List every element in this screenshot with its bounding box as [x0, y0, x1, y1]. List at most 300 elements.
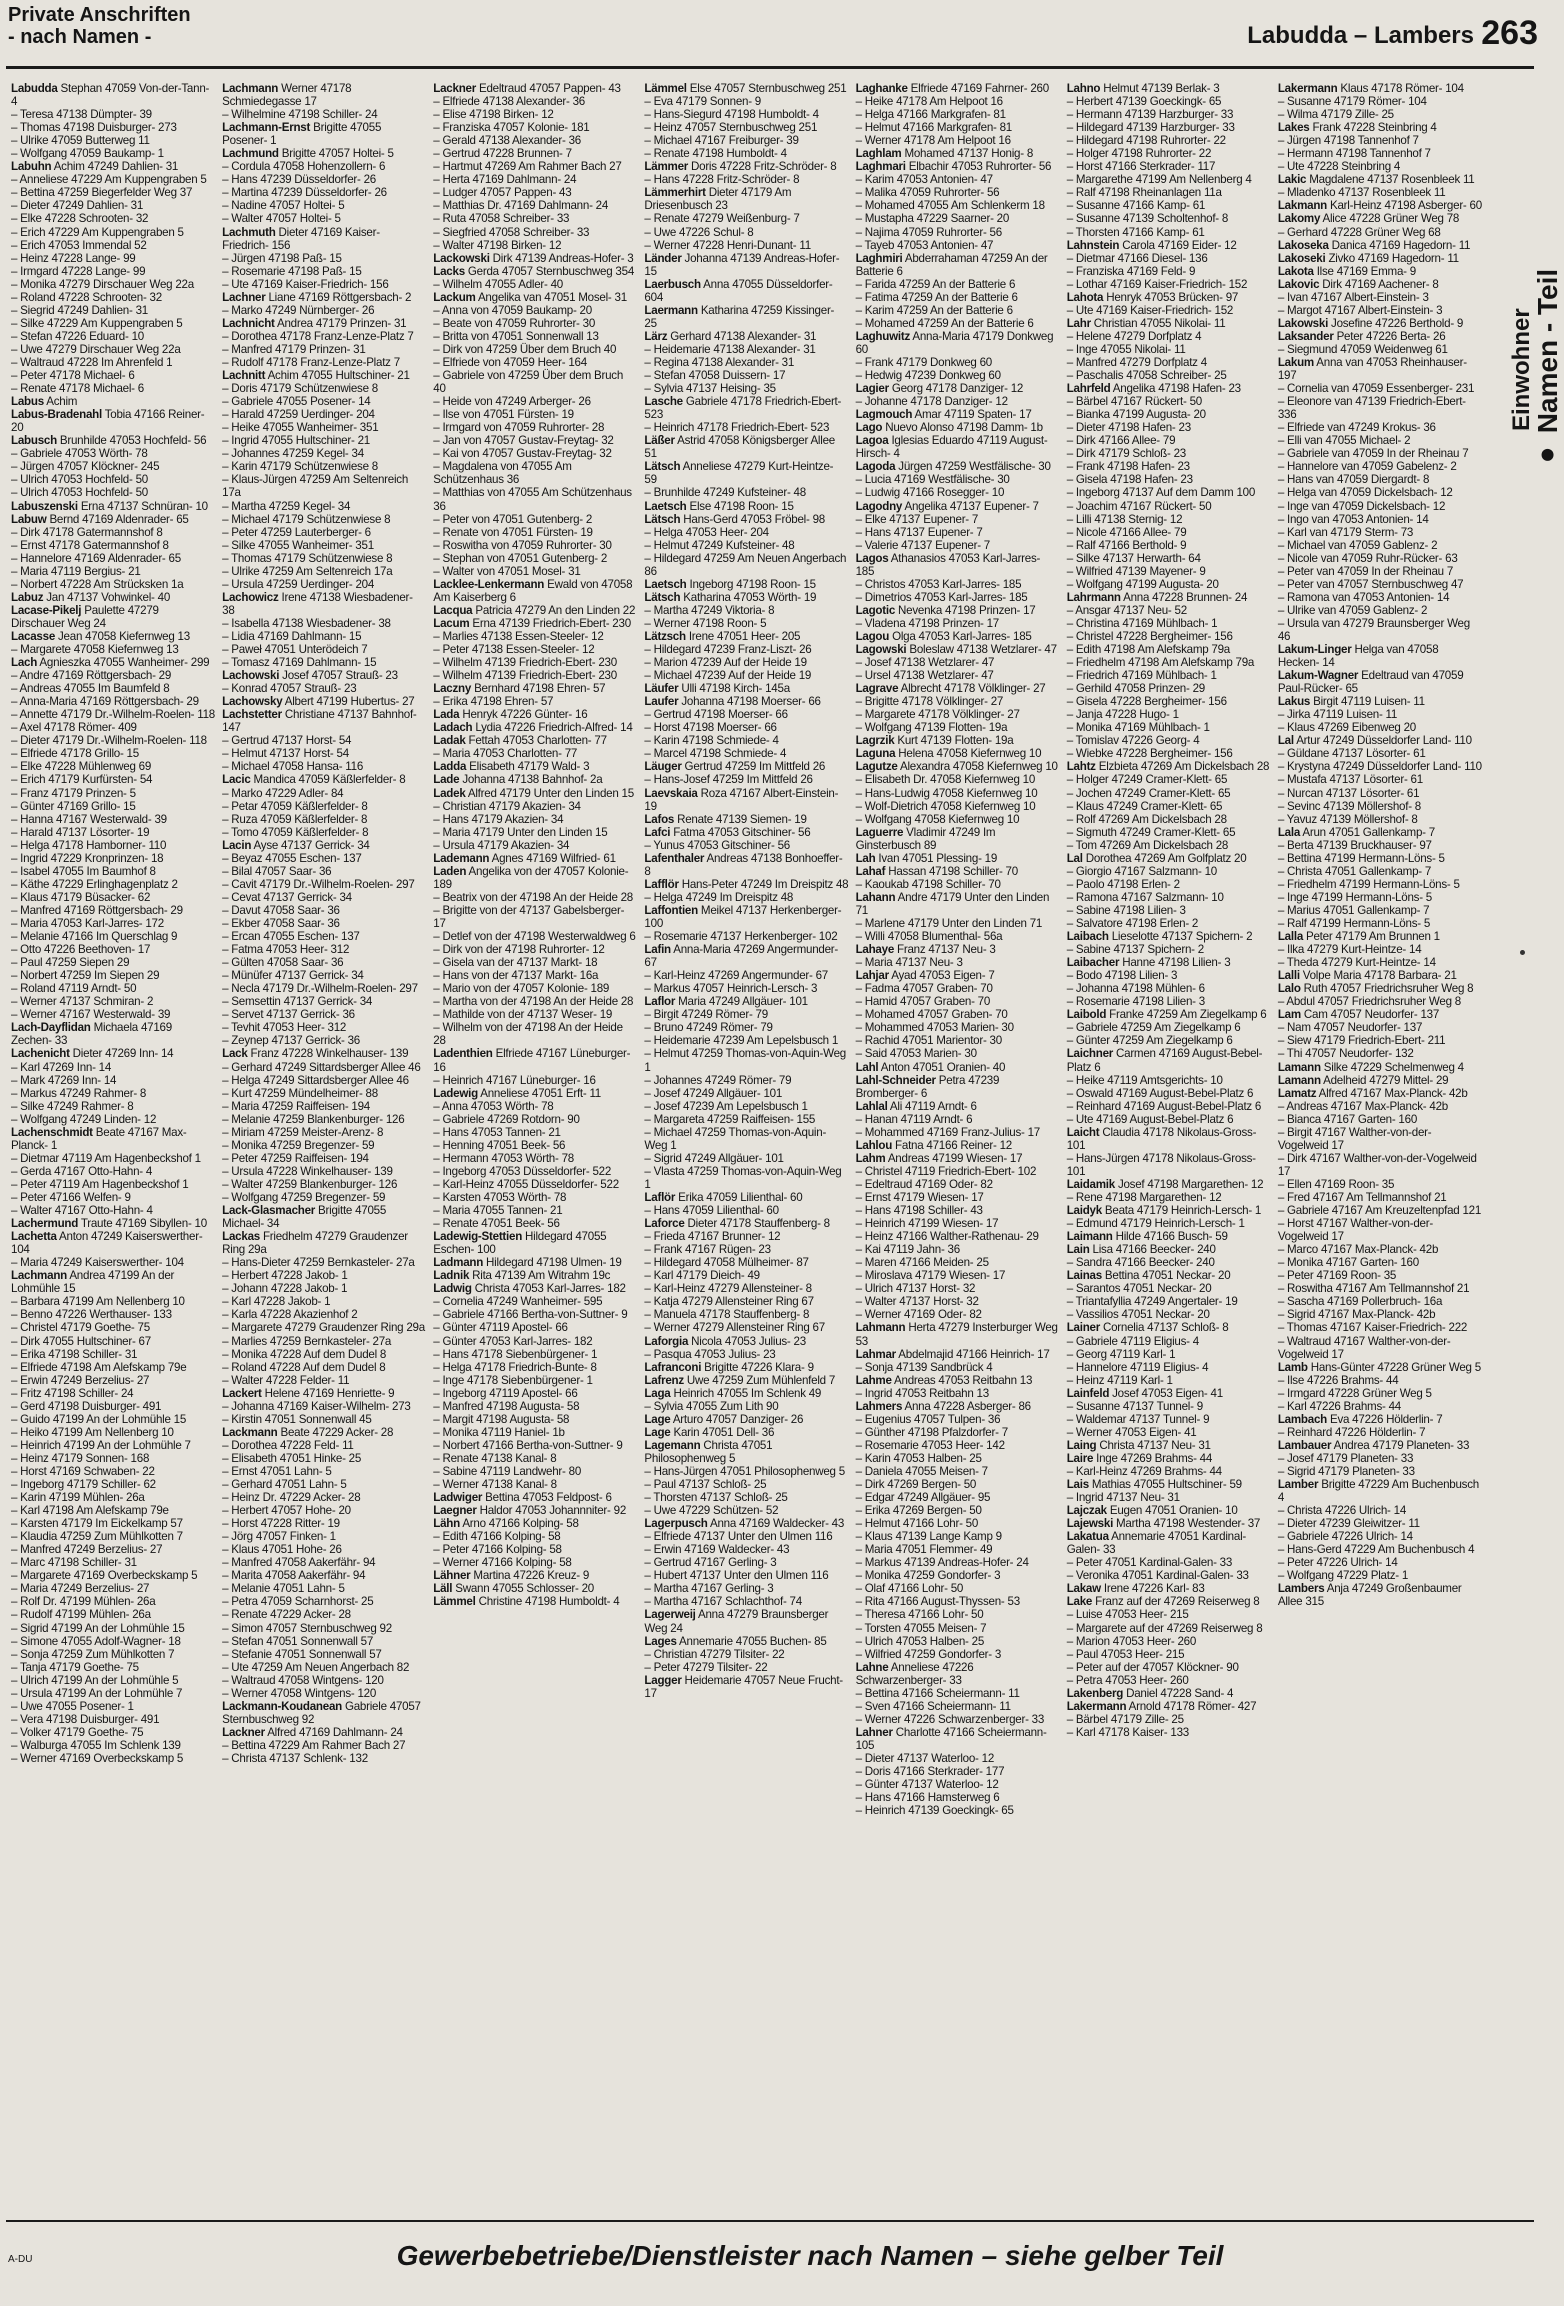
directory-entry	[11, 395, 215, 408]
entry-details: – Simon 47057 Sternbuschweg 92	[222, 1621, 392, 1635]
entry-surname: Lakermann	[1066, 1699, 1127, 1713]
directory-entry	[644, 1569, 848, 1582]
directory-entry	[644, 134, 848, 147]
directory-entry	[856, 1230, 1060, 1243]
directory-entry	[433, 800, 637, 813]
entry-details: – Mladenko 47137 Rosenbleek 11	[1277, 186, 1446, 200]
entry-surname: Laegner	[433, 1504, 477, 1518]
entry-details: – Maria 47259 Raiffeisen- 194	[222, 1099, 371, 1113]
entry-details: – Klaus 47249 Cramer-Klett- 65	[1066, 799, 1223, 813]
directory-entry	[1067, 1530, 1271, 1556]
directory-entry	[1278, 252, 1482, 265]
directory-entry	[433, 369, 637, 395]
directory-entry	[856, 1804, 1060, 1817]
entry-details: – Walter 47057 Holtei- 5	[222, 212, 341, 226]
directory-entry	[856, 252, 1060, 278]
entry-details: – Dieter 47198 Hafen- 23	[1066, 421, 1191, 435]
directory-entry	[433, 734, 637, 747]
entry-details: Rita 47139 Am Witrahm 19c	[469, 1269, 611, 1283]
directory-entry	[433, 1413, 637, 1426]
entry-details: – Johannes 47259 Kegel- 34	[222, 447, 364, 461]
entry-details: – Ursula van 47279 Braunsberger Weg 46	[1277, 616, 1470, 643]
entry-details: Heidemarie 47057 Neue Frucht- 17	[644, 1673, 843, 1700]
entry-details: – Heidemarie 47138 Alexander- 31	[644, 342, 816, 356]
directory-entry	[644, 173, 848, 186]
entry-details: – Matthias von 47055 Am Schützenhaus 36	[433, 486, 632, 513]
directory-entry	[11, 995, 215, 1008]
directory-entry	[644, 160, 848, 173]
directory-entry	[1067, 656, 1271, 669]
directory-entry	[11, 1217, 215, 1230]
directory-entry	[433, 226, 637, 239]
directory-entry	[1278, 1556, 1482, 1569]
directory-entry	[11, 1074, 215, 1087]
entry-details: – Hans von der 47137 Markt- 16a	[433, 969, 599, 983]
entry-details: – Werner 47279 Allensteiner Ring 67	[644, 1321, 825, 1335]
directory-entry	[1278, 199, 1482, 212]
entry-details: Amar 47119 Spaten- 17	[912, 408, 1032, 422]
directory-entry	[433, 460, 637, 486]
entry-details: – Eugenius 47057 Tulpen- 36	[855, 1412, 1001, 1426]
directory-entry	[433, 1100, 637, 1113]
directory-entry	[433, 1008, 637, 1021]
entry-details: – Maria 47053 Charlotten- 77	[433, 747, 578, 761]
directory-entry	[1278, 1113, 1482, 1126]
entry-details: – Wilfried 47139 Mayener- 9	[1066, 564, 1206, 578]
directory-entry	[1067, 212, 1271, 225]
entry-details: Anna-Maria 47269 Angermunder- 67	[644, 943, 839, 970]
entry-details: – Heiko 47199 Am Nellenberg 10	[11, 1425, 174, 1439]
directory-entry	[644, 826, 848, 839]
entry-surname: Lamber	[1277, 1478, 1319, 1492]
entry-details: – Sarantos 47051 Neckar- 20	[1066, 1282, 1212, 1296]
directory-entry	[856, 865, 1060, 878]
entry-details: Carola 47169 Eider- 12	[1119, 238, 1237, 252]
entry-details: – Gerhard 47249 Sittardsberger Allee 46	[222, 1060, 421, 1074]
directory-entry	[644, 1582, 848, 1595]
directory-entry	[11, 317, 215, 330]
entry-details: – Maria 47053 Karl-Jarres- 172	[11, 917, 164, 930]
entry-details: Meikel 47137 Herkenberger- 100	[644, 903, 842, 930]
directory-entry	[644, 721, 848, 734]
directory-entry	[433, 1556, 637, 1569]
directory-entry	[222, 1139, 426, 1152]
directory-entry	[1278, 486, 1482, 499]
directory-entry	[1278, 1530, 1482, 1543]
entry-details: – Uwe 47279 Dirschauer Weg 22a	[11, 342, 181, 356]
directory-entry	[1278, 956, 1482, 969]
directory-entry	[644, 1335, 848, 1348]
entry-surname: Laden	[433, 864, 467, 878]
directory-entry	[433, 173, 637, 186]
directory-entry	[856, 539, 1060, 552]
entry-surname: Läufer	[644, 682, 679, 696]
entry-details: – Erich 47053 Immendal 52	[11, 238, 147, 252]
entry-details: – Gerda 47167 Otto-Hahn- 4	[11, 1164, 153, 1178]
entry-details: – Birgit 47249 Römer- 79	[644, 1008, 768, 1022]
directory-entry	[433, 108, 637, 121]
directory-entry	[222, 1452, 426, 1465]
entry-details: – Karin 47053 Halben- 25	[855, 1451, 982, 1465]
entry-details: – Günter 47119 Apostel- 66	[433, 1321, 568, 1335]
entry-details: – Gisela 47198 Hafen- 23	[1066, 473, 1193, 487]
entry-surname: Labuhn	[11, 160, 52, 174]
directory-entry	[1067, 1008, 1271, 1021]
directory-entry	[433, 1348, 637, 1361]
entry-details: Brigitte 47226 Klara- 9	[701, 1360, 814, 1374]
entry-details: – Gerhild 47058 Prinzen- 29	[1066, 682, 1205, 696]
entry-details: Daniel 47228 Sand- 4	[1123, 1686, 1234, 1700]
directory-entry	[1067, 1308, 1271, 1321]
directory-entry	[856, 721, 1060, 734]
directory-entry	[1278, 121, 1482, 134]
directory-entry	[222, 1517, 426, 1530]
entry-details: – Marita 47058 Aakerfähr- 94	[222, 1569, 366, 1583]
directory-entry	[1067, 1648, 1271, 1661]
entry-details: – Maria 47119 Bergius- 21	[11, 564, 141, 578]
entry-surname: Laidamik	[1066, 1177, 1115, 1191]
directory-entry	[11, 1661, 215, 1674]
directory-entry	[1067, 460, 1271, 473]
entry-details: – Reinhard 47169 August-Bebel-Platz 6	[1066, 1099, 1262, 1113]
entry-details: Hans-Gerd 47053 Fröbel- 98	[680, 512, 825, 526]
entry-details: Dieter 47179 Am Driesenbusch 23	[644, 186, 792, 213]
entry-details: – Marco 47167 Max-Planck- 42b	[1277, 1243, 1439, 1257]
directory-entry	[222, 1674, 426, 1687]
directory-entry	[11, 460, 215, 473]
directory-entry	[1067, 408, 1271, 421]
entry-details: Christa 47053 Karl-Jarres- 182	[471, 1282, 626, 1296]
directory-entry	[433, 1478, 637, 1491]
directory-entry	[433, 1335, 637, 1348]
directory-entry	[1067, 160, 1271, 173]
directory-entry	[644, 734, 848, 747]
entry-details: – Hubert 47137 Unter den Ulmen 116	[644, 1569, 829, 1583]
directory-entry	[644, 1387, 848, 1400]
entry-details: – Irmgard 47228 Lange- 99	[11, 264, 146, 278]
directory-entry	[1067, 760, 1271, 773]
directory-entry	[433, 956, 637, 969]
entry-details: Josefine 47226 Berthold- 9	[1328, 316, 1464, 330]
entry-details: Fettah 47053 Charlotten- 77	[465, 734, 607, 748]
directory-entry	[222, 1348, 426, 1361]
entry-surname: Ladenthien	[433, 1047, 493, 1061]
directory-column	[1275, 82, 1486, 2212]
directory-entry	[11, 186, 215, 199]
entry-details: Hildegard 47198 Ulmen- 19	[483, 1256, 622, 1270]
entry-surname: Lahno	[1066, 82, 1101, 95]
directory-entry	[11, 1465, 215, 1478]
entry-details: – Ernst 47051 Lahn- 5	[222, 1464, 332, 1478]
entry-details: – Hans-Ludwig 47058 Kiefernweg 10	[855, 786, 1038, 800]
page-number: 263	[1481, 14, 1538, 52]
entry-details: – Renate 47229 Acker- 28	[222, 1608, 351, 1622]
entry-details: – Johann 47228 Jakob- 1	[222, 1282, 348, 1296]
entry-details: – Ruta 47058 Schreiber- 33	[433, 212, 570, 226]
entry-details: – Monika 47169 Mühlbach- 1	[1066, 721, 1210, 735]
directory-entry	[856, 604, 1060, 617]
entry-surname: Lago	[855, 421, 883, 435]
directory-entry	[1067, 1595, 1271, 1608]
entry-surname: Lajczak	[1066, 1504, 1107, 1518]
directory-entry	[1067, 1021, 1271, 1034]
entry-details: Josef 47198 Margarethen- 12	[1114, 1177, 1264, 1191]
directory-entry	[11, 982, 215, 995]
entry-details: Vladimir 47249 Im Ginsterbusch 89	[855, 825, 996, 852]
directory-entry	[644, 1530, 848, 1543]
entry-details: Friedhelm 47279 Graudenzer Ring 29a	[222, 1230, 408, 1257]
entry-details: – Elfriede 47178 Grillo- 15	[11, 747, 139, 761]
entry-details: – Bruno 47249 Römer- 79	[644, 1021, 773, 1035]
entry-details: Athanasios 47053 Karl-Jarres- 185	[855, 551, 1041, 578]
directory-entry	[222, 460, 426, 473]
entry-details: Magdalene 47137 Rosenbleek 11	[1306, 173, 1475, 187]
entry-details: – Sigrid 47199 An der Lohmühle 15	[11, 1621, 185, 1635]
directory-entry	[1278, 578, 1482, 591]
entry-details: – Ulrich 47199 An der Lohmühle 5	[11, 1673, 179, 1687]
directory-entry	[644, 656, 848, 669]
directory-entry	[1067, 304, 1271, 317]
directory-entry	[222, 1008, 426, 1021]
directory-entry	[433, 1047, 637, 1073]
directory-entry	[1067, 108, 1271, 121]
entry-details: Beate 47167 Max-Planck- 1	[11, 1125, 187, 1152]
directory-entry	[222, 1608, 426, 1621]
directory-entry	[222, 160, 426, 173]
entry-surname: Laflor	[644, 995, 676, 1009]
entry-details: – Gertrud 47167 Gerling- 3	[644, 1556, 777, 1570]
directory-entry	[1278, 1400, 1482, 1413]
entry-surname: Laidyk	[1066, 1204, 1102, 1218]
entry-surname: Ladek	[433, 786, 466, 800]
directory-entry	[11, 173, 215, 186]
directory-entry	[1278, 460, 1482, 473]
entry-details: – Karl 47228 Jakob- 1	[222, 1295, 331, 1309]
entry-details: – Roland 47119 Arndt- 50	[11, 982, 137, 996]
entry-details: – Günter 47137 Waterloo- 12	[855, 1778, 999, 1792]
directory-entry	[856, 278, 1060, 291]
directory-entry	[856, 1282, 1060, 1295]
entry-details: – Siew 47179 Friedrich-Ebert- 211	[1277, 1034, 1446, 1048]
entry-details: – Renate 47051 Beek- 56	[433, 1217, 560, 1231]
directory-entry	[856, 395, 1060, 408]
entry-details: Johanna 47139 Andreas-Hofer- 15	[644, 251, 840, 278]
directory-entry	[856, 591, 1060, 604]
entry-surname: Lafin	[644, 943, 671, 957]
entry-details: – Hans 47198 Schiller- 43	[855, 1204, 983, 1218]
entry-details: – Paul 47053 Heer- 215	[1066, 1647, 1185, 1661]
entry-details: Hans-Günter 47228 Grüner Weg 5	[1307, 1360, 1481, 1374]
directory-entry	[644, 460, 848, 486]
entry-details: Andrea 47199 An der Lohmühle 15	[11, 1269, 175, 1296]
entry-details: – Günter 47259 Am Ziegelkamp 6	[1066, 1034, 1233, 1048]
entry-surname: Lakoseki	[1277, 251, 1326, 265]
entry-surname: Lätsch	[644, 590, 681, 604]
entry-details: – Michael 47167 Freiburger- 39	[644, 134, 799, 148]
entry-details: – Dieter 47137 Waterloo- 12	[855, 1752, 995, 1765]
directory-entry	[856, 434, 1060, 460]
entry-details: – Edgar 47249 Allgäuer- 95	[855, 1491, 991, 1505]
directory-entry	[222, 1061, 426, 1074]
entry-surname: Lambauer	[1277, 1438, 1332, 1452]
entry-details: – Peter 47259 Lauterberger- 6	[222, 525, 371, 539]
directory-entry	[1067, 121, 1271, 134]
entry-details: – Bettina 47166 Scheiermann- 11	[855, 1686, 1020, 1700]
entry-details: – Karin 47198 Schmiede- 4	[644, 734, 779, 748]
entry-details: Johanna 47138 Bahnhof- 2a	[459, 773, 603, 787]
entry-surname: Lais	[1066, 1478, 1089, 1492]
directory-entry	[1278, 421, 1482, 434]
directory-entry	[644, 239, 848, 252]
directory-entry	[644, 1282, 848, 1295]
directory-entry	[11, 1517, 215, 1530]
entry-details: – Bärbel 47167 Rückert- 50	[1066, 395, 1202, 409]
directory-entry	[222, 1034, 426, 1047]
entry-surname: Lahaye	[855, 943, 895, 957]
directory-entry	[222, 121, 426, 147]
entry-details: Mathias 47055 Hultschiner- 59	[1088, 1478, 1242, 1492]
directory-entry	[1067, 956, 1271, 969]
entry-surname: Labus-Bradenahl	[11, 408, 102, 422]
directory-entry	[856, 930, 1060, 943]
entry-details: Franke 47259 Am Ziegelkamp 6	[1106, 1008, 1267, 1022]
directory-entry	[1067, 1152, 1271, 1178]
directory-entry	[222, 630, 426, 643]
directory-entry	[222, 734, 426, 747]
directory-entry	[11, 278, 215, 291]
entry-surname: Lada	[433, 708, 460, 722]
directory-entry	[222, 1204, 426, 1230]
entry-surname: Lakoseka	[1277, 238, 1329, 252]
entry-details: – Kai 47119 Jahn- 36	[855, 1243, 960, 1257]
directory-entry	[11, 239, 215, 252]
directory-entry	[856, 1165, 1060, 1178]
directory-entry	[222, 1687, 426, 1700]
directory-entry	[433, 552, 637, 565]
entry-details: Eugen 47051 Oranien- 10	[1106, 1504, 1238, 1518]
directory-entry	[11, 1100, 215, 1113]
directory-entry	[1067, 826, 1271, 839]
directory-entry	[1278, 1087, 1482, 1100]
directory-entry	[1067, 1700, 1271, 1713]
directory-entry	[222, 800, 426, 813]
directory-entry	[1278, 1478, 1482, 1504]
directory-entry	[1067, 1674, 1271, 1687]
entry-details: – Uwe 47055 Posener- 1	[11, 1699, 134, 1713]
entry-details: – Herbert 47057 Hohe- 20	[222, 1504, 351, 1518]
directory-entry	[856, 1047, 1060, 1060]
entry-details: – Helmut 47166 Markgrafen- 81	[855, 121, 1013, 135]
entry-details: – Gisela van der 47137 Markt- 18	[433, 956, 598, 970]
entry-details: – Manfred 47198 Augusta- 58	[433, 1399, 580, 1413]
entry-details: – Sylvia 47055 Zum Lith 90	[644, 1399, 779, 1413]
entry-surname: Lacin	[222, 838, 252, 852]
directory-entry	[856, 682, 1060, 695]
entry-surname: Lachmuth	[222, 225, 276, 239]
entry-details: Beata 47179 Heinrich-Lersch- 1	[1101, 1204, 1262, 1218]
entry-details: – Isabel 47055 Im Baumhof 8	[11, 864, 156, 878]
entry-details: Dieter 47178 Stauffenberg- 8	[684, 1217, 830, 1231]
entry-details: – Dietmar 47166 Diesel- 136	[1066, 251, 1208, 265]
directory-entry	[433, 526, 637, 539]
directory-entry	[1067, 239, 1271, 252]
directory-entry	[1278, 552, 1482, 565]
directory-entry	[856, 1387, 1060, 1400]
directory-entry	[1067, 1100, 1271, 1113]
directory-entry	[856, 578, 1060, 591]
entry-details: – Henning 47051 Beek- 56	[433, 1138, 566, 1152]
entry-surname: Lagrzik	[855, 734, 895, 748]
directory-entry	[222, 513, 426, 526]
directory-entry	[11, 226, 215, 239]
directory-entry	[222, 82, 426, 108]
entry-details: – Ruza 47059 Käßlerfelder- 8	[222, 812, 368, 826]
entry-details: – Friedhelm 47198 Am Alefskamp 79a	[1066, 656, 1255, 670]
directory-entry	[433, 1374, 637, 1387]
entry-surname: Lahl-Schneider	[855, 1073, 936, 1087]
directory-entry	[222, 1387, 426, 1400]
entry-details: – Karl 47178 Kaiser- 133	[1066, 1725, 1189, 1739]
directory-entry	[11, 891, 215, 904]
directory-entry	[222, 1152, 426, 1165]
entry-details: Agnes 47169 Wilfried- 61	[489, 851, 616, 865]
directory-entry	[1067, 904, 1271, 917]
entry-details: Gabriele 47057 Sternbuschweg 92	[222, 1699, 421, 1726]
entry-details: – Monika 47228 Auf dem Dudel 8	[222, 1347, 387, 1361]
directory-entry	[1067, 708, 1271, 721]
directory-entry	[222, 1569, 426, 1582]
entry-details: – Semsettin 47137 Gerrick- 34	[222, 995, 373, 1009]
entry-details: – Maria 47249 Kaiserswerther- 104	[11, 1256, 184, 1270]
entry-details: – Michael 47058 Hansa- 116	[222, 760, 364, 774]
directory-entry	[644, 1374, 848, 1387]
directory-entry	[644, 1308, 848, 1321]
directory-entry	[222, 904, 426, 917]
entry-details: – Ercan 47055 Eschen- 137	[222, 930, 360, 944]
section-side-tab	[1508, 240, 1563, 500]
entry-details: – Gerald 47138 Alexander- 36	[433, 134, 581, 148]
entry-details: – Ellen 47169 Roon- 35	[1277, 1177, 1395, 1191]
entry-details: – Werner 47178 Am Helpoot 16	[855, 134, 1011, 148]
entry-details: – Heinz 47179 Sonnen- 168	[11, 1451, 150, 1465]
entry-surname: Lachenschmidt	[11, 1125, 93, 1139]
entry-details: – Karl 47198 Am Alefskamp 79e	[11, 1504, 169, 1518]
entry-details: – Roswitha 47167 Am Tellmannshof 21	[1277, 1282, 1470, 1296]
entry-details: Paulette 47279 Dirschauer Weg 24	[11, 603, 159, 630]
entry-details: Maria 47249 Allgäuer- 101	[675, 995, 808, 1009]
entry-details: Anna 47055 Düsseldorfer- 604	[644, 277, 833, 304]
entry-details: – Wilhelm 47055 Adler- 40	[433, 277, 564, 291]
entry-details: – Ulrich 47053 Halben- 25	[855, 1634, 985, 1648]
entry-details: – Jan von 47057 Gustav-Freytag- 32	[433, 434, 614, 448]
directory-entry	[644, 682, 848, 695]
entry-details: – Inge 47055 Nikolai- 11	[1066, 342, 1186, 356]
entry-details: Alexandra 47058 Kiefernweg 10	[897, 760, 1058, 774]
entry-details: – Christa 47226 Ulrich- 14	[1277, 1504, 1407, 1518]
directory-entry	[433, 343, 637, 356]
directory-entry	[644, 1543, 848, 1556]
entry-details: – Cevat 47137 Gerrick- 34	[222, 890, 352, 904]
directory-entry	[856, 356, 1060, 369]
directory-entry	[644, 421, 848, 434]
entry-details: Inge 47269 Brahms- 44	[1093, 1451, 1213, 1465]
directory-entry	[1278, 787, 1482, 800]
entry-details: – Helga 47053 Heer- 204	[644, 525, 769, 539]
directory-entry	[856, 734, 1060, 747]
directory-entry	[222, 304, 426, 317]
entry-details: – Rosemarie 47137 Herkenberger- 102	[644, 930, 838, 944]
entry-details: Stephan 47059 Von-der-Tann- 4	[11, 82, 210, 109]
